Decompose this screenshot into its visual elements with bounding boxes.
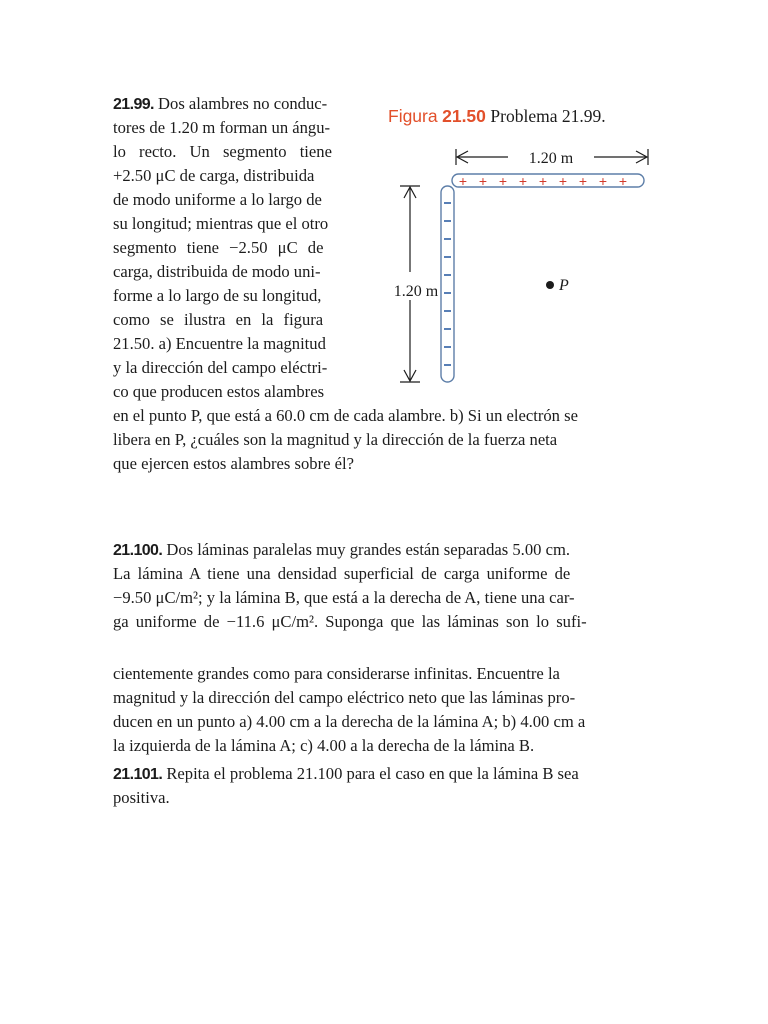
plus-sign: + bbox=[458, 173, 468, 189]
plus-sign: + bbox=[538, 173, 548, 189]
figure-caption bbox=[388, 104, 606, 128]
plus-sign: + bbox=[518, 173, 528, 189]
text-line: ducen en un punto a) 4.00 cm a la derecha de la lámina A; b) 4.00 cm a bbox=[113, 712, 586, 731]
text-line bbox=[113, 538, 570, 563]
text-line-content: Dos alambres no conduc- bbox=[158, 94, 328, 113]
plus-signs bbox=[459, 173, 627, 189]
text-line: La lámina A tiene una densidad superficial de carga uniforme de bbox=[113, 564, 571, 583]
text-line: +2.50 μC de carga, distribuida bbox=[113, 166, 315, 185]
plus-sign: + bbox=[478, 173, 488, 189]
negative-wire bbox=[441, 186, 454, 382]
vertical-length-label: 1.20 m bbox=[393, 283, 439, 300]
problem-number: 21.101. bbox=[113, 766, 163, 783]
text-line-content: Dos láminas paralelas muy grandes están separadas 5.00 cm. bbox=[166, 540, 570, 559]
plus-sign: + bbox=[578, 173, 588, 189]
text-line: magnitud y la dirección del campo eléctrico neto que las láminas pro- bbox=[113, 688, 576, 707]
point-p-marker bbox=[546, 281, 554, 289]
point-p-label: P bbox=[559, 277, 569, 294]
plus-sign: + bbox=[558, 173, 568, 189]
text-line: −9.50 μC/m²; y la lámina B, que está a la derecha de A, tiene una car- bbox=[113, 588, 575, 607]
text-line: la izquierda de la lámina A; c) 4.00 a la derecha de la lámina B. bbox=[113, 736, 535, 755]
text-line: y la dirección del campo eléctri- bbox=[113, 358, 328, 377]
text-line: de modo uniforme a lo largo de bbox=[113, 190, 322, 209]
text-line: cientemente grandes como para considerarse infinitas. Encuentre la bbox=[113, 664, 560, 683]
text-line bbox=[113, 762, 579, 787]
problem-number: 21.100. bbox=[113, 542, 163, 559]
horizontal-length-label: 1.20 m bbox=[528, 150, 574, 167]
plus-sign: + bbox=[598, 173, 608, 189]
wire-diagram bbox=[372, 140, 662, 390]
text-line: co que producen estos alambres bbox=[113, 382, 325, 401]
text-line: forme a lo largo de su longitud, bbox=[113, 286, 322, 305]
text-line: ga uniforme de −11.6 μC/m². Suponga que las láminas son lo sufi- bbox=[113, 612, 587, 631]
text-line: carga, distribuida de modo uni- bbox=[113, 262, 321, 281]
problem-number: 21.99. bbox=[113, 96, 154, 113]
figure-problem-ref: Problema 21.99. bbox=[490, 106, 606, 126]
text-line: libera en P, ¿cuáles son la magnitud y la dirección de la fuerza neta bbox=[113, 430, 558, 449]
text-line: como se ilustra en la figura bbox=[113, 310, 324, 329]
figure-number: 21.50 bbox=[442, 106, 486, 126]
text-line bbox=[113, 92, 363, 117]
text-line: 21.50. a) Encuentre la magnitud bbox=[113, 334, 326, 353]
text-line: que ejercen estos alambres sobre él? bbox=[113, 454, 354, 473]
text-line: tores de 1.20 m forman un ángu- bbox=[113, 118, 331, 137]
text-line: lo recto. Un segmento tiene bbox=[113, 142, 332, 161]
text-line-content: Repita el problema 21.100 para el caso en que la lámina B sea bbox=[166, 764, 579, 783]
plus-sign: + bbox=[498, 173, 508, 189]
text-line: en el punto P, que está a 60.0 cm de cada alambre. b) Si un electrón se bbox=[113, 406, 578, 425]
text-line: positiva. bbox=[113, 788, 170, 807]
text-line: segmento tiene −2.50 μC de bbox=[113, 238, 324, 257]
text-line: su longitud; mientras que el otro bbox=[113, 214, 329, 233]
figure-label: Figura bbox=[388, 106, 438, 126]
plus-sign: + bbox=[618, 173, 628, 189]
